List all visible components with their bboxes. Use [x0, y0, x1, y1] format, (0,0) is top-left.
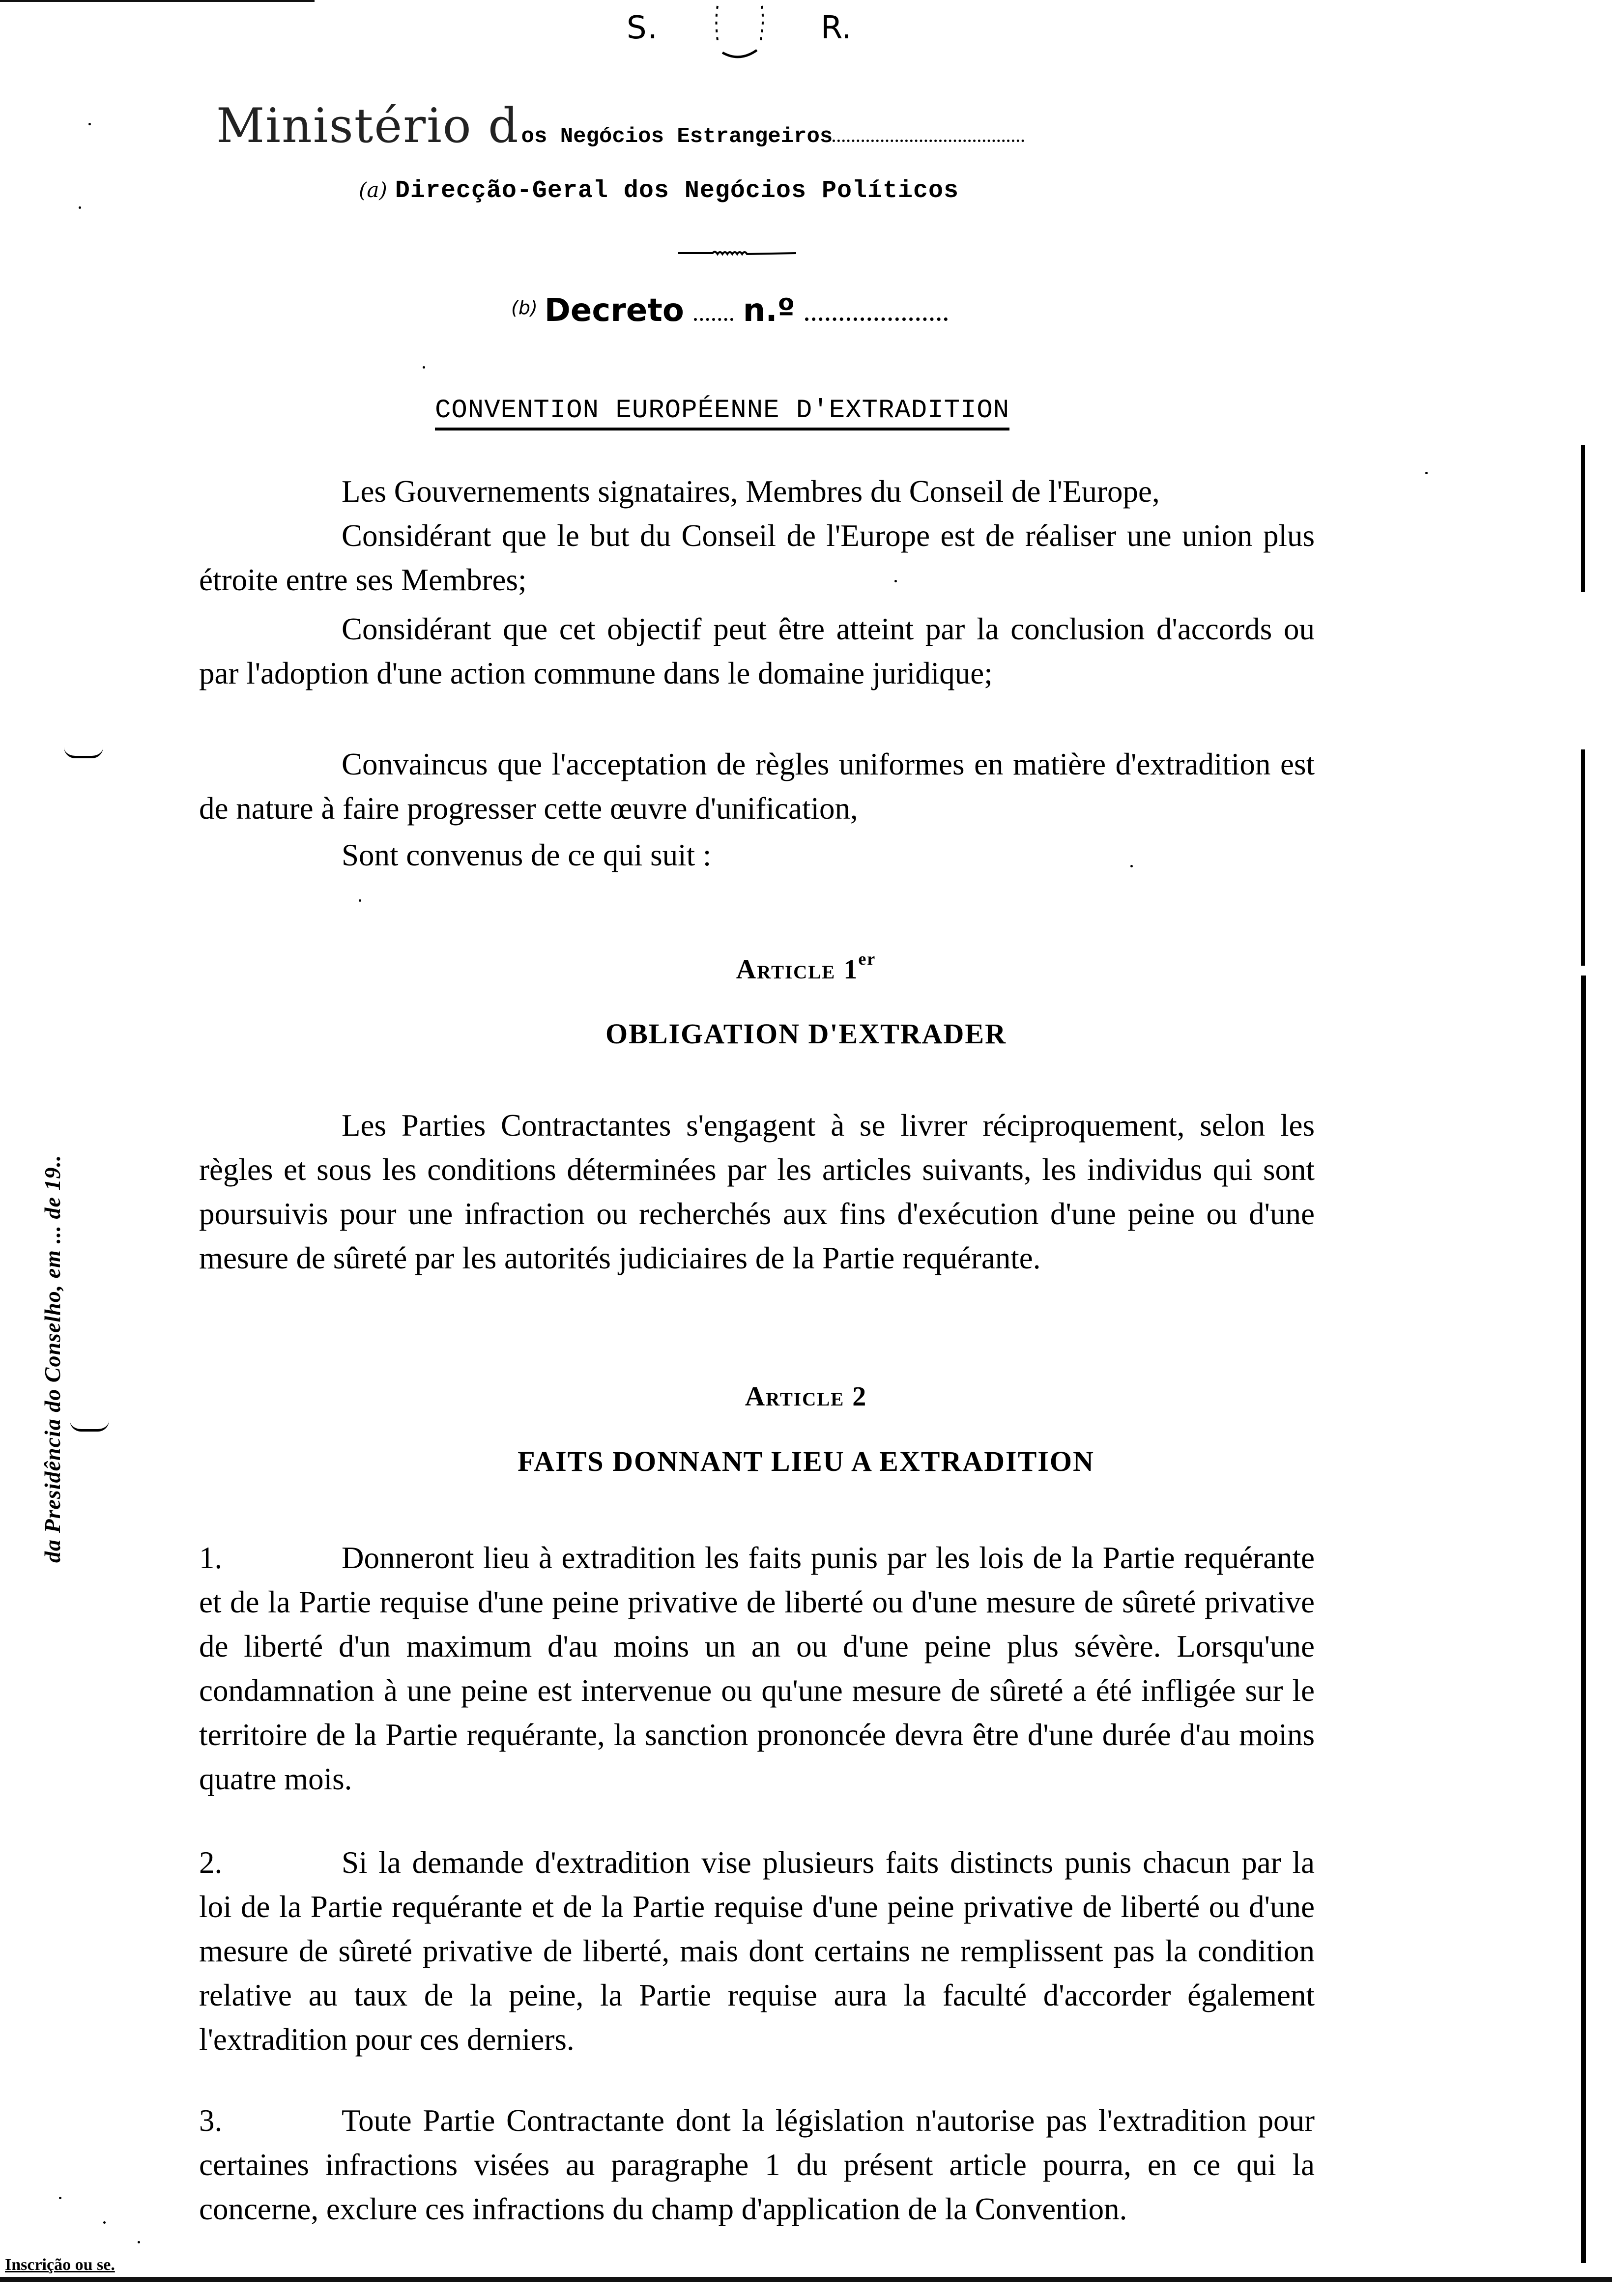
- article-1-heading: [0, 948, 1612, 985]
- scan-speckle: [359, 899, 361, 902]
- preamble-paragraph: Convaincus que l'acceptation de règles uniformes en matière d'extradition est de nature à faire progresser cette œuvre d'unification,: [199, 747, 1315, 826]
- article-2-paragraph-1: [199, 1536, 1315, 1801]
- scan-speckle: [88, 123, 91, 125]
- paragraph-text: Toute Partie Contractante dont la législation n'autorise pas l'extradition pour certaines infractions visées au paragraphe 1 du présent article pourra, en ce qui la concerne, exclure ces infractions du champ d'application de la Convention.: [199, 2103, 1315, 2226]
- scan-speckle: [1130, 865, 1133, 867]
- scan-speckle: [894, 580, 897, 582]
- right-scan-edge: [1580, 445, 1586, 2263]
- ornament-divider: [678, 248, 796, 258]
- scan-speckle: [138, 2241, 140, 2243]
- coat-of-arms-icon: [703, 1, 777, 64]
- ministry-fill-line: [833, 140, 1024, 142]
- decreto-number-label: n.º: [743, 292, 795, 329]
- article-1-paragraph: Les Parties Contractantes s'engagent à se livrer réciproquement, selon les règles et sous les conditions déterminées par les articles suivants, les individus qui sont poursuivis pour une infraction ou recherchés aux fins d'exécution d'une peine ou d'une mesure de sûreté par les autorités judiciaires de la Partie requérante.: [199, 1108, 1315, 1275]
- ministry-line: [216, 98, 1199, 152]
- direccao-line: [359, 177, 959, 205]
- footer-note: Inscrição ou se.: [5, 2256, 115, 2274]
- ministry-prefix: Ministério d: [216, 98, 519, 153]
- decreto-line: [511, 292, 948, 329]
- preamble-paragraph: Les Gouvernements signataires, Membres du Conseil de l'Europe,: [342, 474, 1160, 509]
- paragraph-text: Donneront lieu à extradition les faits punis par les lois de la Partie requérante et de la Partie requise d'une peine privative de liberté ou d'une mesure de sûreté privative de liberté d'un maximum d'au moins un an ou d'une peine plus sévère. Lorsqu'une condamnation à une peine est intervenue ou qu'une mesure de sûreté a été infligée sur le territoire de la Partie requérante, la sanction prononcée devra être d'une durée d'au moins quatre mois.: [199, 1541, 1315, 1796]
- decreto-text: Decreto: [544, 292, 684, 329]
- scan-speckle: [59, 2197, 61, 2199]
- article-2-paragraph-2: [199, 1840, 1315, 2062]
- direccao-label: (a): [359, 178, 387, 202]
- seal-letter-left: S.: [627, 10, 659, 46]
- scan-speckle: [1425, 472, 1428, 474]
- article-heading-sup: er: [858, 949, 876, 969]
- article-heading-text: Article 1: [736, 954, 859, 985]
- left-margin-note: [39, 727, 69, 1563]
- article-2-heading: [0, 1381, 1612, 1412]
- punch-hole-mark: [64, 747, 103, 758]
- left-margin-text: da Presidência do Conselho, em ... de 19..: [40, 1154, 65, 1563]
- ministry-name: os Negócios Estrangeiros: [521, 124, 833, 149]
- decreto-number-blank: [805, 317, 948, 321]
- direccao-name: Direcção-Geral dos Negócios Políticos: [395, 177, 959, 205]
- preamble-paragraph: Considérant que cet objectif peut être atteint par la conclusion d'accords ou par l'adoption d'une action commune dans le domaine juridique;: [199, 612, 1315, 690]
- scan-speckle: [103, 2221, 106, 2224]
- preamble-paragraph: Sont convenus de ce qui suit :: [342, 838, 712, 872]
- scan-speckle: [79, 206, 81, 209]
- seal-letter-right: R.: [821, 10, 852, 46]
- scan-speckle: [423, 366, 425, 369]
- decreto-blank: [694, 318, 733, 321]
- paragraph-number: 1.: [199, 1541, 223, 1575]
- article-1-title: OBLIGATION D'EXTRADER: [605, 1018, 1007, 1050]
- article-heading-text: Article 2: [745, 1381, 867, 1412]
- punch-hole-mark: [70, 1420, 109, 1432]
- paragraph-number: 2.: [199, 1845, 223, 1880]
- document-title: CONVENTION EUROPÉENNE D'EXTRADITION: [435, 396, 1009, 430]
- article-2-paragraph-3: [199, 2098, 1315, 2231]
- bottom-rule: [0, 2277, 1612, 2282]
- paragraph-text: Si la demande d'extradition vise plusieurs faits distincts punis chacun par la loi de la Partie requérante et de la Partie requise d'une peine privative de liberté ou d'une mesure de sûreté privative de liberté, mais dont certains ne remplissent pas la condition relative au taux de la peine, la Partie requise aura la faculté d'accorder également l'extradition pour ces derniers.: [199, 1845, 1315, 2057]
- top-scan-edge: [0, 0, 315, 2]
- paragraph-number: 3.: [199, 2103, 223, 2138]
- article-2-title: FAITS DONNANT LIEU A EXTRADITION: [518, 1445, 1094, 1477]
- preamble-paragraph: Considérant que le but du Conseil de l'Europe est de réaliser une union plus étroite entre ses Membres;: [199, 518, 1315, 597]
- decreto-label: (b): [511, 297, 538, 318]
